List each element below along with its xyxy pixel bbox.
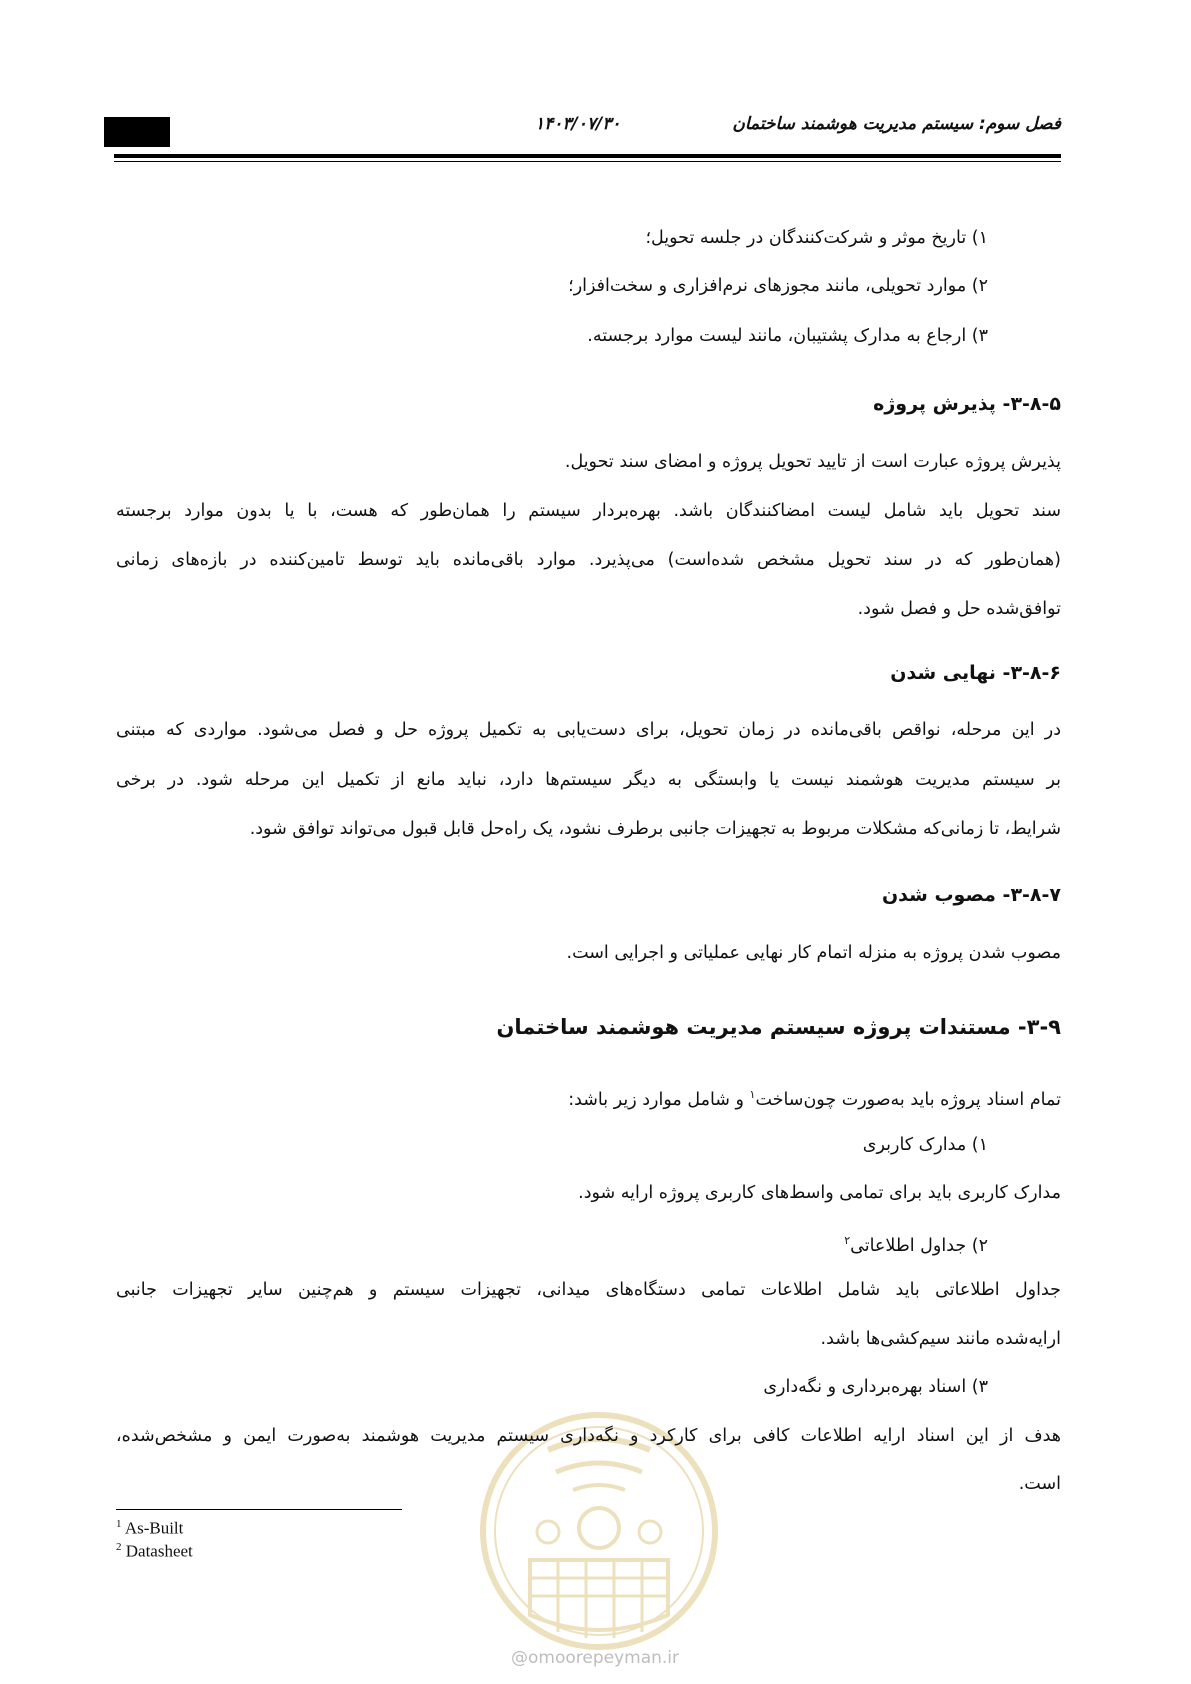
list-item: ۲) موارد تحویلی، مانند مجوزهای نرم‌افزاری و سخت‌افزار؛ — [568, 276, 988, 296]
paragraph-line: پذیرش پروژه عبارت است از تایید تحویل پروژه و امضای سند تحویل. — [564, 452, 1061, 472]
header-chapter-title: فصل سوم: سیستم مدیریت هوشمند ساختمان — [732, 114, 1061, 134]
footnote: $^2$ Datasheet — [116, 1541, 193, 1561]
list-item: ۳) ارجاع به مدارک پشتیبان، مانند لیست موارد برجسته. — [587, 326, 988, 346]
paragraph-line: تمام اسناد پروژه باید به‌صورت چون‌ساخت$^۱$ و شامل موارد زیر باشد: — [568, 1088, 1061, 1110]
paragraph-line: ارایه‌شده مانند سیم‌کشی‌ها باشد. — [820, 1329, 1061, 1349]
paragraph-line: هدف از این اسناد ارایه اطلاعات کافی برای کارکرد و نگه‌داری سیستم مدیریت هوشمند به‌صورت ایمن و مشخص‌شده، — [116, 1426, 1061, 1446]
footnote-ref: ۱ — [749, 1088, 756, 1101]
list-item: ۱) مدارک کاربری — [862, 1135, 988, 1155]
paragraph-line: در این مرحله، نواقص باقی‌مانده در زمان تحویل، برای دست‌یابی به تکمیل پروژه حل و فصل می‌شود. مواردی که مبتنی — [116, 720, 1061, 740]
paragraph-line: جداول اطلاعاتی باید شامل اطلاعات تمامی دستگاه‌های میدانی، تجهیزات سیستم و هم‌چنین سایر تجهیزات جانبی — [116, 1280, 1061, 1300]
header-rule-thick — [114, 154, 1061, 158]
paragraph-line: توافق‌شده حل و فصل شود. — [857, 599, 1061, 619]
paragraph-line: سند تحویل باید شامل لیست امضاکنندگان باشد. بهره‌بردار سیستم را همان‌طور که هست، با یا بدون موارد برجسته — [116, 501, 1061, 521]
paragraph-line: شرایط، تا زمانی‌که مشکلات مربوط به تجهیزات جانبی برطرف نشود، یک راه‌حل قابل قبول می‌تواند توافق شود. — [249, 819, 1061, 839]
header-date: ۱۴۰۳/۰۷/۳۰ — [535, 114, 621, 134]
footnote-rule — [116, 1509, 402, 1510]
paragraph-line: (همان‌طور که در سند تحویل مشخص شده‌است) می‌پذیرد. موارد باقی‌مانده باید توسط تامین‌کننده در بازه‌های زمانی — [116, 550, 1061, 570]
paragraph-line: مصوب شدن پروژه به منزله اتمام کار نهایی عملیاتی و اجرایی است. — [566, 943, 1061, 963]
header-page-number-block — [104, 117, 170, 147]
footnote-ref: ۲ — [844, 1234, 851, 1247]
header-rule-thin — [114, 161, 1061, 162]
watermark-site: @omoorepeyman.ir — [510, 1648, 680, 1668]
section-heading: ۳-۸-۵- پذیرش پروژه — [873, 393, 1061, 415]
paragraph-line: است. — [1018, 1474, 1061, 1494]
section-heading: ۳-۸-۶- نهایی شدن — [890, 662, 1061, 684]
paragraph-line: بر سیستم مدیریت هوشمند نیست یا وابستگی به دیگر سیستم‌ها دارد، نباید مانع از تکمیل این مرحله شود. در برخی — [116, 770, 1061, 790]
list-item: ۲) جداول اطلاعاتی$^۲$ — [844, 1234, 988, 1256]
section-heading: ۳-۹- مستندات پروژه سیستم مدیریت هوشمند ساختمان — [496, 1015, 1061, 1039]
section-heading: ۳-۸-۷- مصوب شدن — [881, 884, 1061, 906]
list-item: ۱) تاریخ موثر و شرکت‌کنندگان در جلسه تحویل؛ — [645, 228, 988, 248]
footnote: $^1$ As-Built — [116, 1518, 184, 1538]
list-item: ۳) اسناد بهره‌برداری و نگه‌داری — [763, 1377, 988, 1397]
paragraph-line: مدارک کاربری باید برای تمامی واسط‌های کاربری پروژه ارایه شود. — [578, 1183, 1061, 1203]
